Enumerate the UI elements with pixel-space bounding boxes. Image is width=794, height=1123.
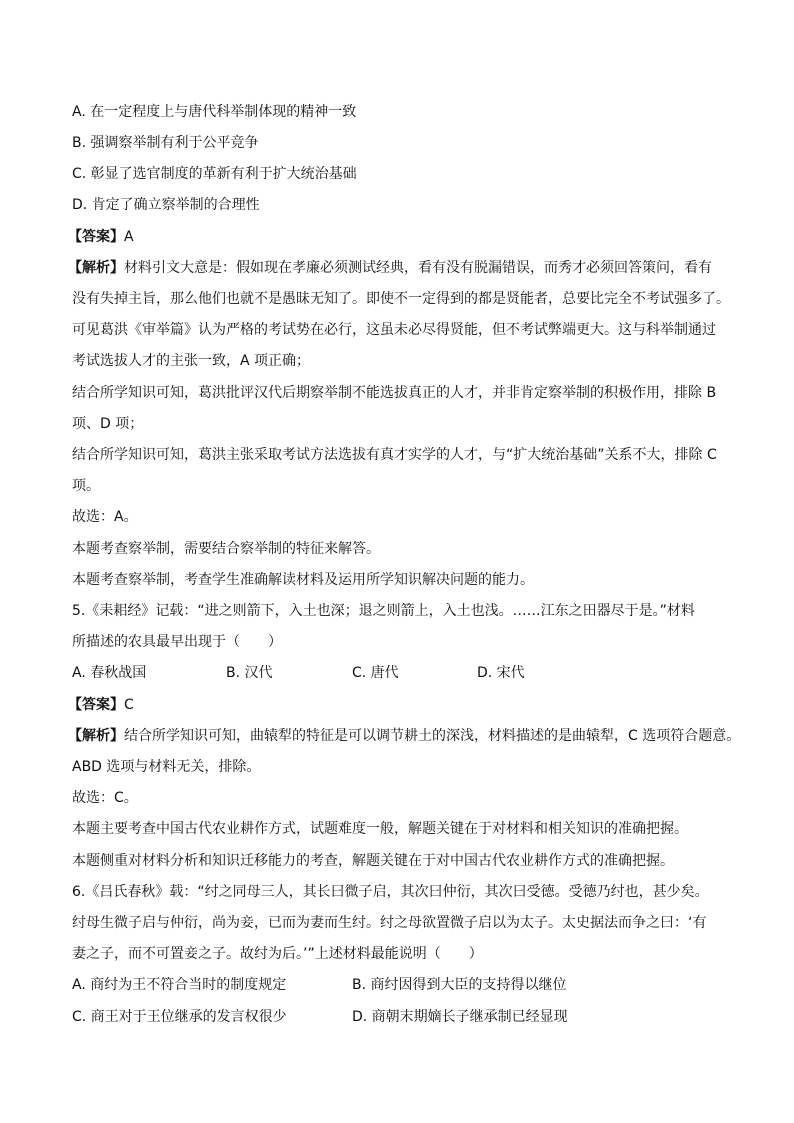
q4-answer-line — [68, 227, 728, 247]
q4-analysis-line-7: 结合所学知识可知，葛洪主张采取考试方法选拔有真才实学的人才，与“扩大统治基础”关系不大，排除 C — [72, 447, 717, 463]
q6-option-b: B. 商纣因得到大臣的支持得以继位 — [352, 977, 567, 993]
q4-analysis-line-4: 考试选拔人才的主张一致，A 项正确； — [72, 353, 311, 369]
analysis-tag: 【解析】 — [68, 260, 124, 276]
q4-answer-value: A — [124, 229, 134, 245]
q5-analysis-line-3: 故选：C。 — [72, 790, 138, 806]
q4-analysis-line-8: 项。 — [72, 478, 100, 494]
answer-tag: 【答案】 — [68, 697, 124, 713]
q4-analysis-line-2: 没有失掉主旨，那么他们也就不是愚昧无知了。即使不一定得到的都是贤能者，总要比完全不考试强多了。 — [72, 291, 730, 307]
q4-analysis-line-1 — [68, 258, 728, 278]
q5-option-b: B. 汉代 — [226, 665, 273, 681]
q4-option-b: B. 强调察举制有利于公平竞争 — [72, 135, 259, 151]
q6-stem-line-1: 6.《吕氏春秋》载：“纣之同母三人，其长曰微子启，其次曰仲衍，其次曰受德。受德乃纣也，甚少矣。 — [72, 884, 709, 900]
q6-stem-line-3: 妻之子，而不可置妾之子。故纣为后。’”上述材料最能说明（ ） — [72, 946, 483, 962]
q5-analysis-line-2: ABD 选项与材料无关，排除。 — [72, 759, 261, 775]
q5-option-a: A. 春秋战国 — [72, 665, 147, 681]
q5-analysis-line-5: 本题侧重对材料分析和知识迁移能力的考查，解题关键在于对中国古代农业耕作方式的准确把握。 — [72, 853, 674, 869]
q6-option-d: D. 商朝末期嫡长子继承制已经显现 — [352, 1009, 568, 1025]
q5-answer-line — [68, 695, 728, 715]
q5-analysis-line-4: 本题主要考查中国古代农业耕作方式，试题难度一般，解题关键在于对材料和相关知识的准确把握。 — [72, 821, 688, 837]
q4-analysis-line-5: 结合所学知识可知，葛洪批评汉代后期察举制不能选拔真正的人才，并非肯定察举制的积极作用，排除 B — [72, 385, 717, 401]
analysis-tag: 【解析】 — [68, 728, 124, 744]
q4-analysis-line-9: 故选：A。 — [72, 509, 138, 525]
q4-option-a: A. 在一定程度上与唐代科举制体现的精神一致 — [72, 104, 357, 120]
q6-option-a: A. 商纣为王不符合当时的制度规定 — [72, 977, 287, 993]
q4-analysis-line-6: 项、D 项； — [72, 416, 144, 432]
q5-analysis-text: 结合所学知识可知，曲辕犁的特征是可以调节耕土的深浅，材料描述的是曲辕犁，C 选项符合题意。 — [124, 728, 741, 744]
q5-analysis-line-1 — [68, 726, 741, 746]
q4-option-d: D. 肯定了确立察举制的合理性 — [72, 197, 260, 213]
q5-answer-value: C — [124, 697, 134, 713]
q4-analysis-line-11: 本题考查察举制，考查学生准确解读材料及运用所学知识解决问题的能力。 — [72, 572, 534, 588]
q5-stem-line-1: 5.《耒耜经》记载：“进之则箭下，入土也深；退之则箭上，入土也浅。……江东之田器尽于是。”材料 — [72, 603, 695, 619]
answer-tag: 【答案】 — [68, 229, 124, 245]
q4-analysis-line-3: 可见葛洪《审举篇》认为严格的考试势在必行，这虽未必尽得贤能，但不考试弊端更大。这与科举制通过 — [72, 322, 716, 338]
q6-stem-line-2: 纣母生微子启与仲衍，尚为妾，已而为妻而生纣。纣之母欲置微子启以为太子。太史据法而争之曰：‘有 — [72, 915, 707, 931]
q5-stem-line-2: 所描述的农具最早出现于（ ） — [72, 634, 282, 650]
q4-analysis-text: 材料引文大意是：假如现在孝廉必须测试经典，看有没有脱漏错误，而秀才必须回答策问，看有 — [124, 260, 712, 276]
q5-option-d: D. 宋代 — [477, 665, 525, 681]
q4-option-c: C. 彰显了选官制度的革新有利于扩大统治基础 — [72, 166, 357, 182]
q6-option-c: C. 商王对于王位继承的发言权很少 — [72, 1009, 287, 1025]
q4-analysis-line-10: 本题考查察举制，需要结合察举制的特征来解答。 — [72, 541, 380, 557]
q5-option-c: C. 唐代 — [352, 665, 399, 681]
